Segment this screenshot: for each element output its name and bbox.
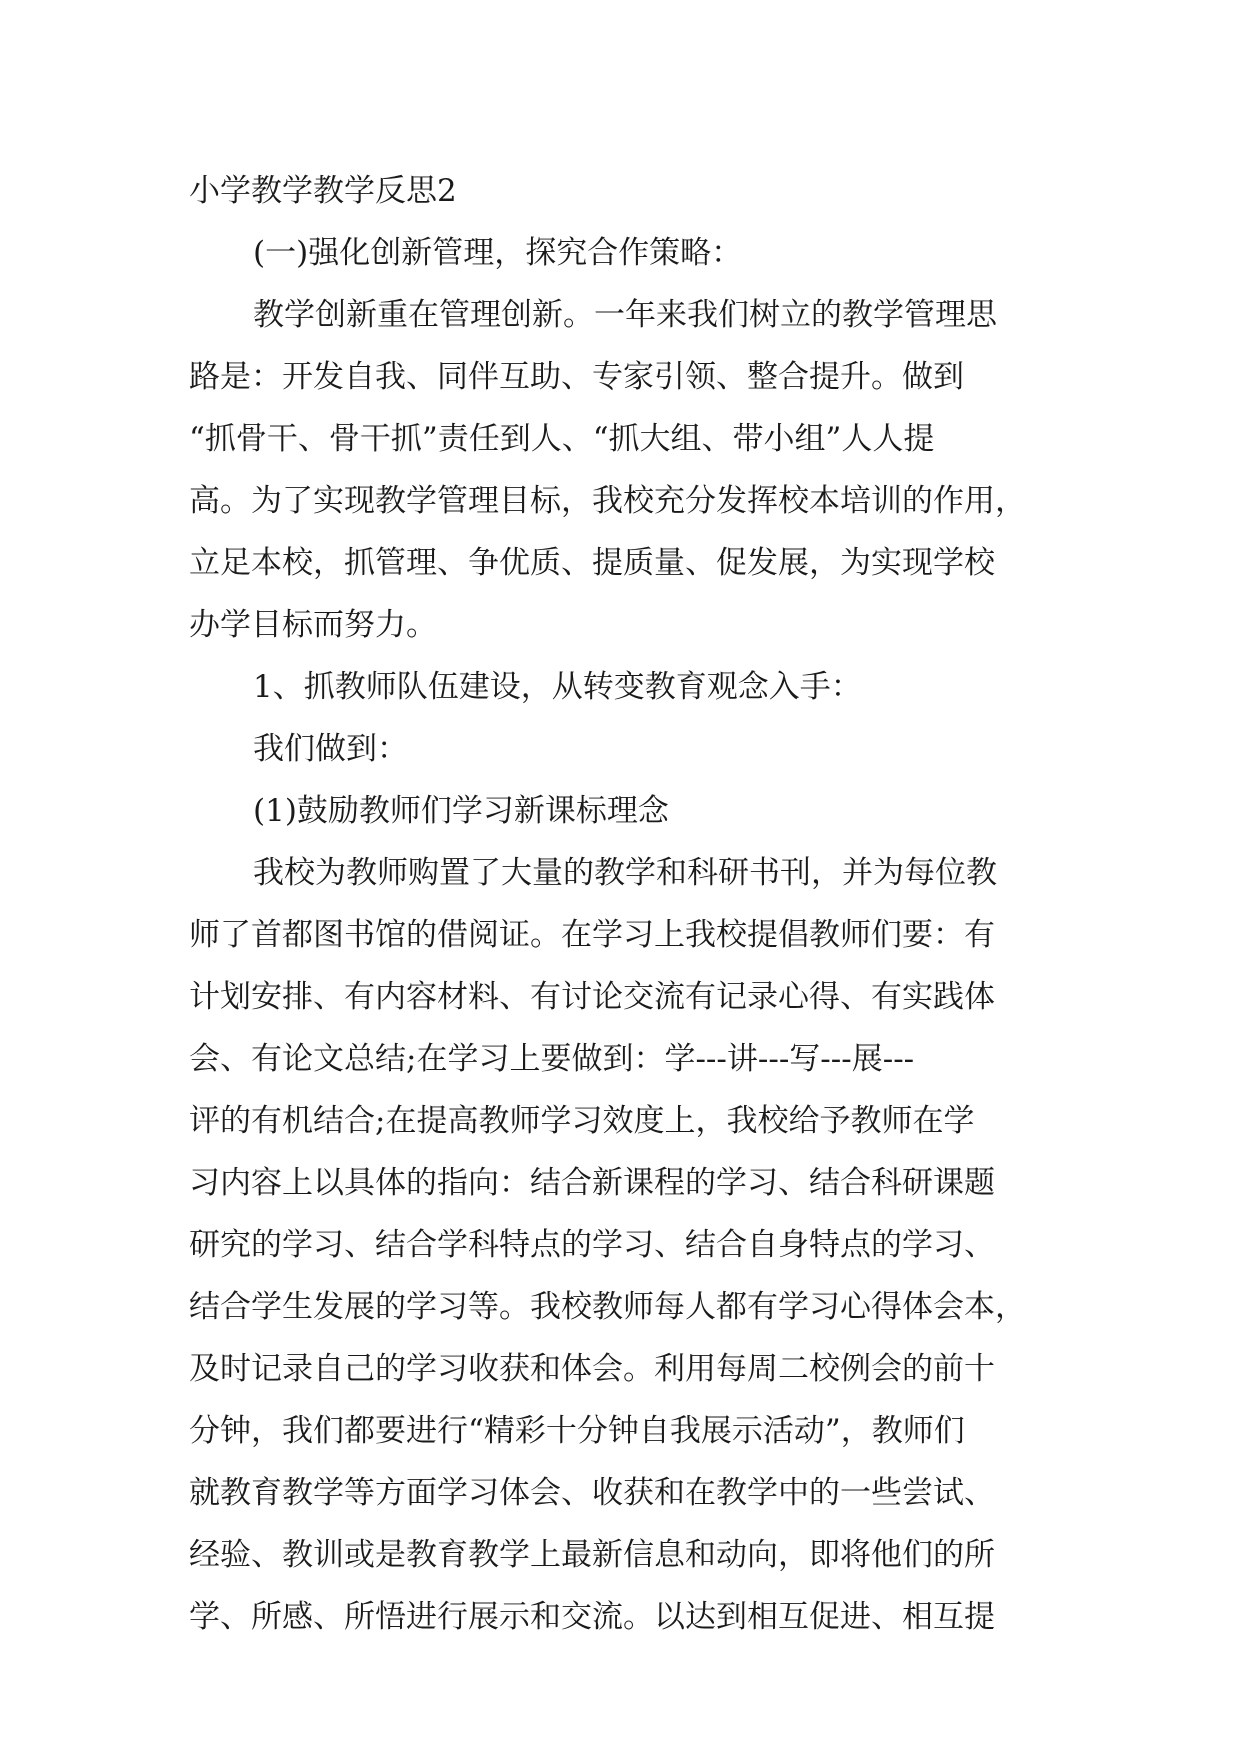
paragraph-line: 分钟，我们都要进行“精彩十分钟自我展示活动”，教师们 xyxy=(189,1413,965,1449)
paragraph-line: 高。为了实现教学管理目标，我校充分发挥校本培训的作用， xyxy=(189,483,1026,519)
item-heading: 1、抓教师队伍建设，从转变教育观念入手： xyxy=(253,669,862,705)
sub-heading: (1)鼓励教师们学习新课标理念 xyxy=(253,793,669,829)
section-heading: (一)强化创新管理，探究合作策略： xyxy=(253,235,743,271)
paragraph-line: 路是：开发自我、同伴互助、专家引领、整合提升。做到 xyxy=(189,359,964,395)
paragraph-line: “抓骨干、骨干抓”责任到人、“抓大组、带小组”人人提 xyxy=(189,421,935,457)
paragraph-teacher-learning xyxy=(189,842,1069,1648)
paragraph-line: 及时记录自己的学习收获和体会。利用每周二校例会的前十 xyxy=(189,1351,995,1387)
we-did-line: 我们做到： xyxy=(253,731,408,767)
paragraph-line: 立足本校，抓管理、争优质、提质量、促发展，为实现学校 xyxy=(189,545,995,581)
document-body xyxy=(189,160,1069,1648)
paragraph-line: 经验、教训或是教育教学上最新信息和动向，即将他们的所 xyxy=(189,1537,995,1573)
paragraph-line: 师了首都图书馆的借阅证。在学习上我校提倡教师们要：有 xyxy=(189,917,995,953)
paragraph-line: 教学创新重在管理创新。一年来我们树立的教学管理思 xyxy=(253,297,997,333)
paragraph-line: 我校为教师购置了大量的教学和科研书刊，并为每位教 xyxy=(253,855,997,891)
paragraph-line: 计划安排、有内容材料、有讨论交流有记录心得、有实践体 xyxy=(189,979,995,1015)
paragraph-line: 会、有论文总结;在学习上要做到：学---讲---写---展--- xyxy=(189,1041,915,1077)
paragraph-line: 习内容上以具体的指向：结合新课程的学习、结合科研课题 xyxy=(189,1165,995,1201)
paragraph-line: 结合学生发展的学习等。我校教师每人都有学习心得体会本， xyxy=(189,1289,1026,1325)
document-title: 小学教学教学反思2 xyxy=(189,173,457,209)
paragraph-line: 评的有机结合;在提高教师学习效度上，我校给予教师在学 xyxy=(189,1103,975,1139)
paragraph-line: 学、所感、所悟进行展示和交流。以达到相互促进、相互提 xyxy=(189,1599,995,1635)
paragraph-line: 研究的学习、结合学科特点的学习、结合自身特点的学习、 xyxy=(189,1227,995,1263)
paragraph-line: 就教育教学等方面学习体会、收获和在教学中的一些尝试、 xyxy=(189,1475,995,1511)
paragraph-line: 办学目标而努力。 xyxy=(189,607,437,643)
paragraph-management-innovation xyxy=(189,284,1069,656)
